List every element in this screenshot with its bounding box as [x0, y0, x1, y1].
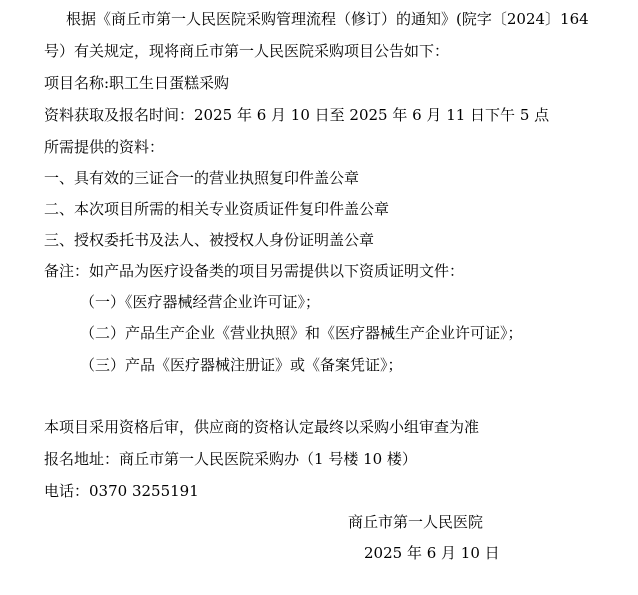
project-name: 项目名称:职工生日蛋糕采购 [44, 74, 230, 92]
materials-item-1: 一、具有效的三证合一的营业执照复印件盖公章 [44, 169, 360, 187]
intro-line-1: 根据《商丘市第一人民医院采购管理流程（修订）的通知》(院字〔2024〕164 [66, 10, 589, 28]
remark-heading: 备注：如产品为医疗设备类的项目另需提供以下资质证明文件： [44, 262, 465, 280]
materials-item-3: 三、授权委托书及法人、被授权人身份证明盖公章 [44, 231, 375, 249]
registration-address: 报名地址：商丘市第一人民医院采购办（1 号楼 10 楼） [44, 450, 417, 468]
signature-organization: 商丘市第一人民医院 [348, 513, 484, 531]
contact-phone: 电话：0370 3255191 [44, 482, 199, 500]
remark-item-2: （二）产品生产企业《营业执照》和《医疗器械生产企业许可证》； [80, 324, 523, 342]
materials-item-2: 二、本次项目所需的相关专业资质证件复印件盖公章 [44, 200, 390, 218]
remark-item-1: （一）《医疗器械经营企业许可证》； [80, 293, 321, 311]
materials-heading: 所需提供的资料： [44, 138, 165, 156]
review-note: 本项目采用资格后审，供应商的资格认定最终以采购小组审查为准 [44, 418, 480, 436]
signature-date: 2025 年 6 月 10 日 [364, 544, 500, 562]
remark-item-3: （三）产品《医疗器械注册证》或《备案凭证》； [80, 356, 403, 374]
registration-time: 资料获取及报名时间：2025 年 6 月 10 日至 2025 年 6 月 11 日下午 5 点 [44, 106, 550, 124]
intro-line-2: 号）有关规定，现将商丘市第一人民医院采购项目公告如下： [44, 42, 450, 60]
